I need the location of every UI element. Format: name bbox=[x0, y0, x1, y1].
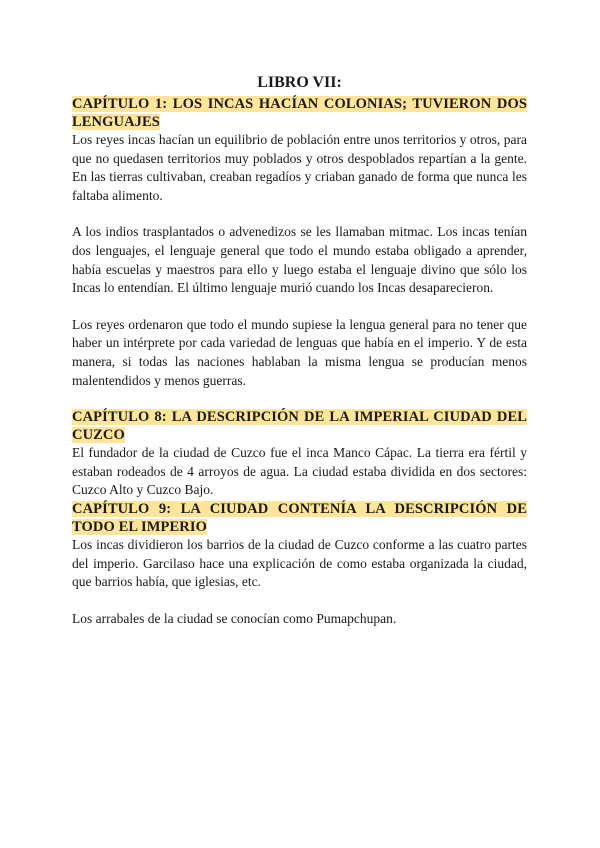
chapter-8-heading-text: CAPÍTULO 8: LA DESCRIPCIÓN DE LA IMPERIAL CIUDAD DEL CUZCO bbox=[72, 409, 527, 444]
chapter-9-paragraph-1: Los incas dividieron los barrios de la ciudad de Cuzco conforme a las cuatro partes del imperio. Garcilaso hace una explicación de como estaba organizada la ciudad, que barrios había, que iglesias, etc. bbox=[72, 536, 527, 590]
chapter-8-heading bbox=[72, 408, 527, 444]
chapter-9-heading-text: CAPÍTULO 9: LA CIUDAD CONTENÍA LA DESCRIPCIÓN DE TODO EL IMPERIO bbox=[72, 500, 527, 535]
document-body bbox=[72, 74, 527, 628]
chapter-1-paragraph-1: Los reyes incas hacían un equilibrio de población entre unos territorios y otros, para que no quedasen territorios muy poblados y otros despoblados repartían a la gente. En las tierras cultivaban, creaban regadíos y criaban ganado de forma que nunca les faltaba alimento. bbox=[72, 132, 527, 203]
paragraph-spacer bbox=[72, 592, 527, 610]
chapter-9-heading bbox=[72, 500, 527, 536]
chapter-1-paragraph-3: Los reyes ordenaron que todo el mundo supiese la lengua general para no tener que haber un intérprete por cada variedad de lenguas que había en el imperio. Y de esta manera, si todas las naciones hablaban la misma lengua se producían menos malentendidos y menos guerras. bbox=[72, 316, 527, 388]
paragraph-spacer bbox=[72, 298, 527, 316]
chapter-1-heading-text: CAPÍTULO 1: LOS INCAS HACÍAN COLONIAS; TUVIERON DOS LENGUAJES bbox=[72, 96, 527, 130]
chapter-9-paragraph-2: Los arrabales de la ciudad se conocían como Pumapchupan. bbox=[72, 610, 397, 626]
section-spacer bbox=[72, 390, 527, 408]
chapter-1-heading bbox=[72, 95, 527, 131]
book-title: LIBRO VII: bbox=[257, 74, 342, 91]
paragraph-spacer bbox=[72, 205, 527, 223]
chapter-1-paragraph-2: A los indios trasplantados o advenedizos se les llamaban mitmac. Los incas tenían dos lenguajes, el lenguaje general que todo el mundo estaba obligado a aprender, había escuelas y maestros para ello y luego estaba el lenguaje divino que sólo los Incas lo entendían. El último lenguaje murió cuando los Incas desaparecieron. bbox=[72, 224, 527, 296]
chapter-8-paragraph-1: El fundador de la ciudad de Cuzco fue el inca Manco Cápac. La tierra era fértil y estaban rodeados de 4 arroyos de agua. La ciudad estaba dividida en dos sectores: Cuzco Alto y Cuzco Bajo. bbox=[72, 445, 527, 498]
